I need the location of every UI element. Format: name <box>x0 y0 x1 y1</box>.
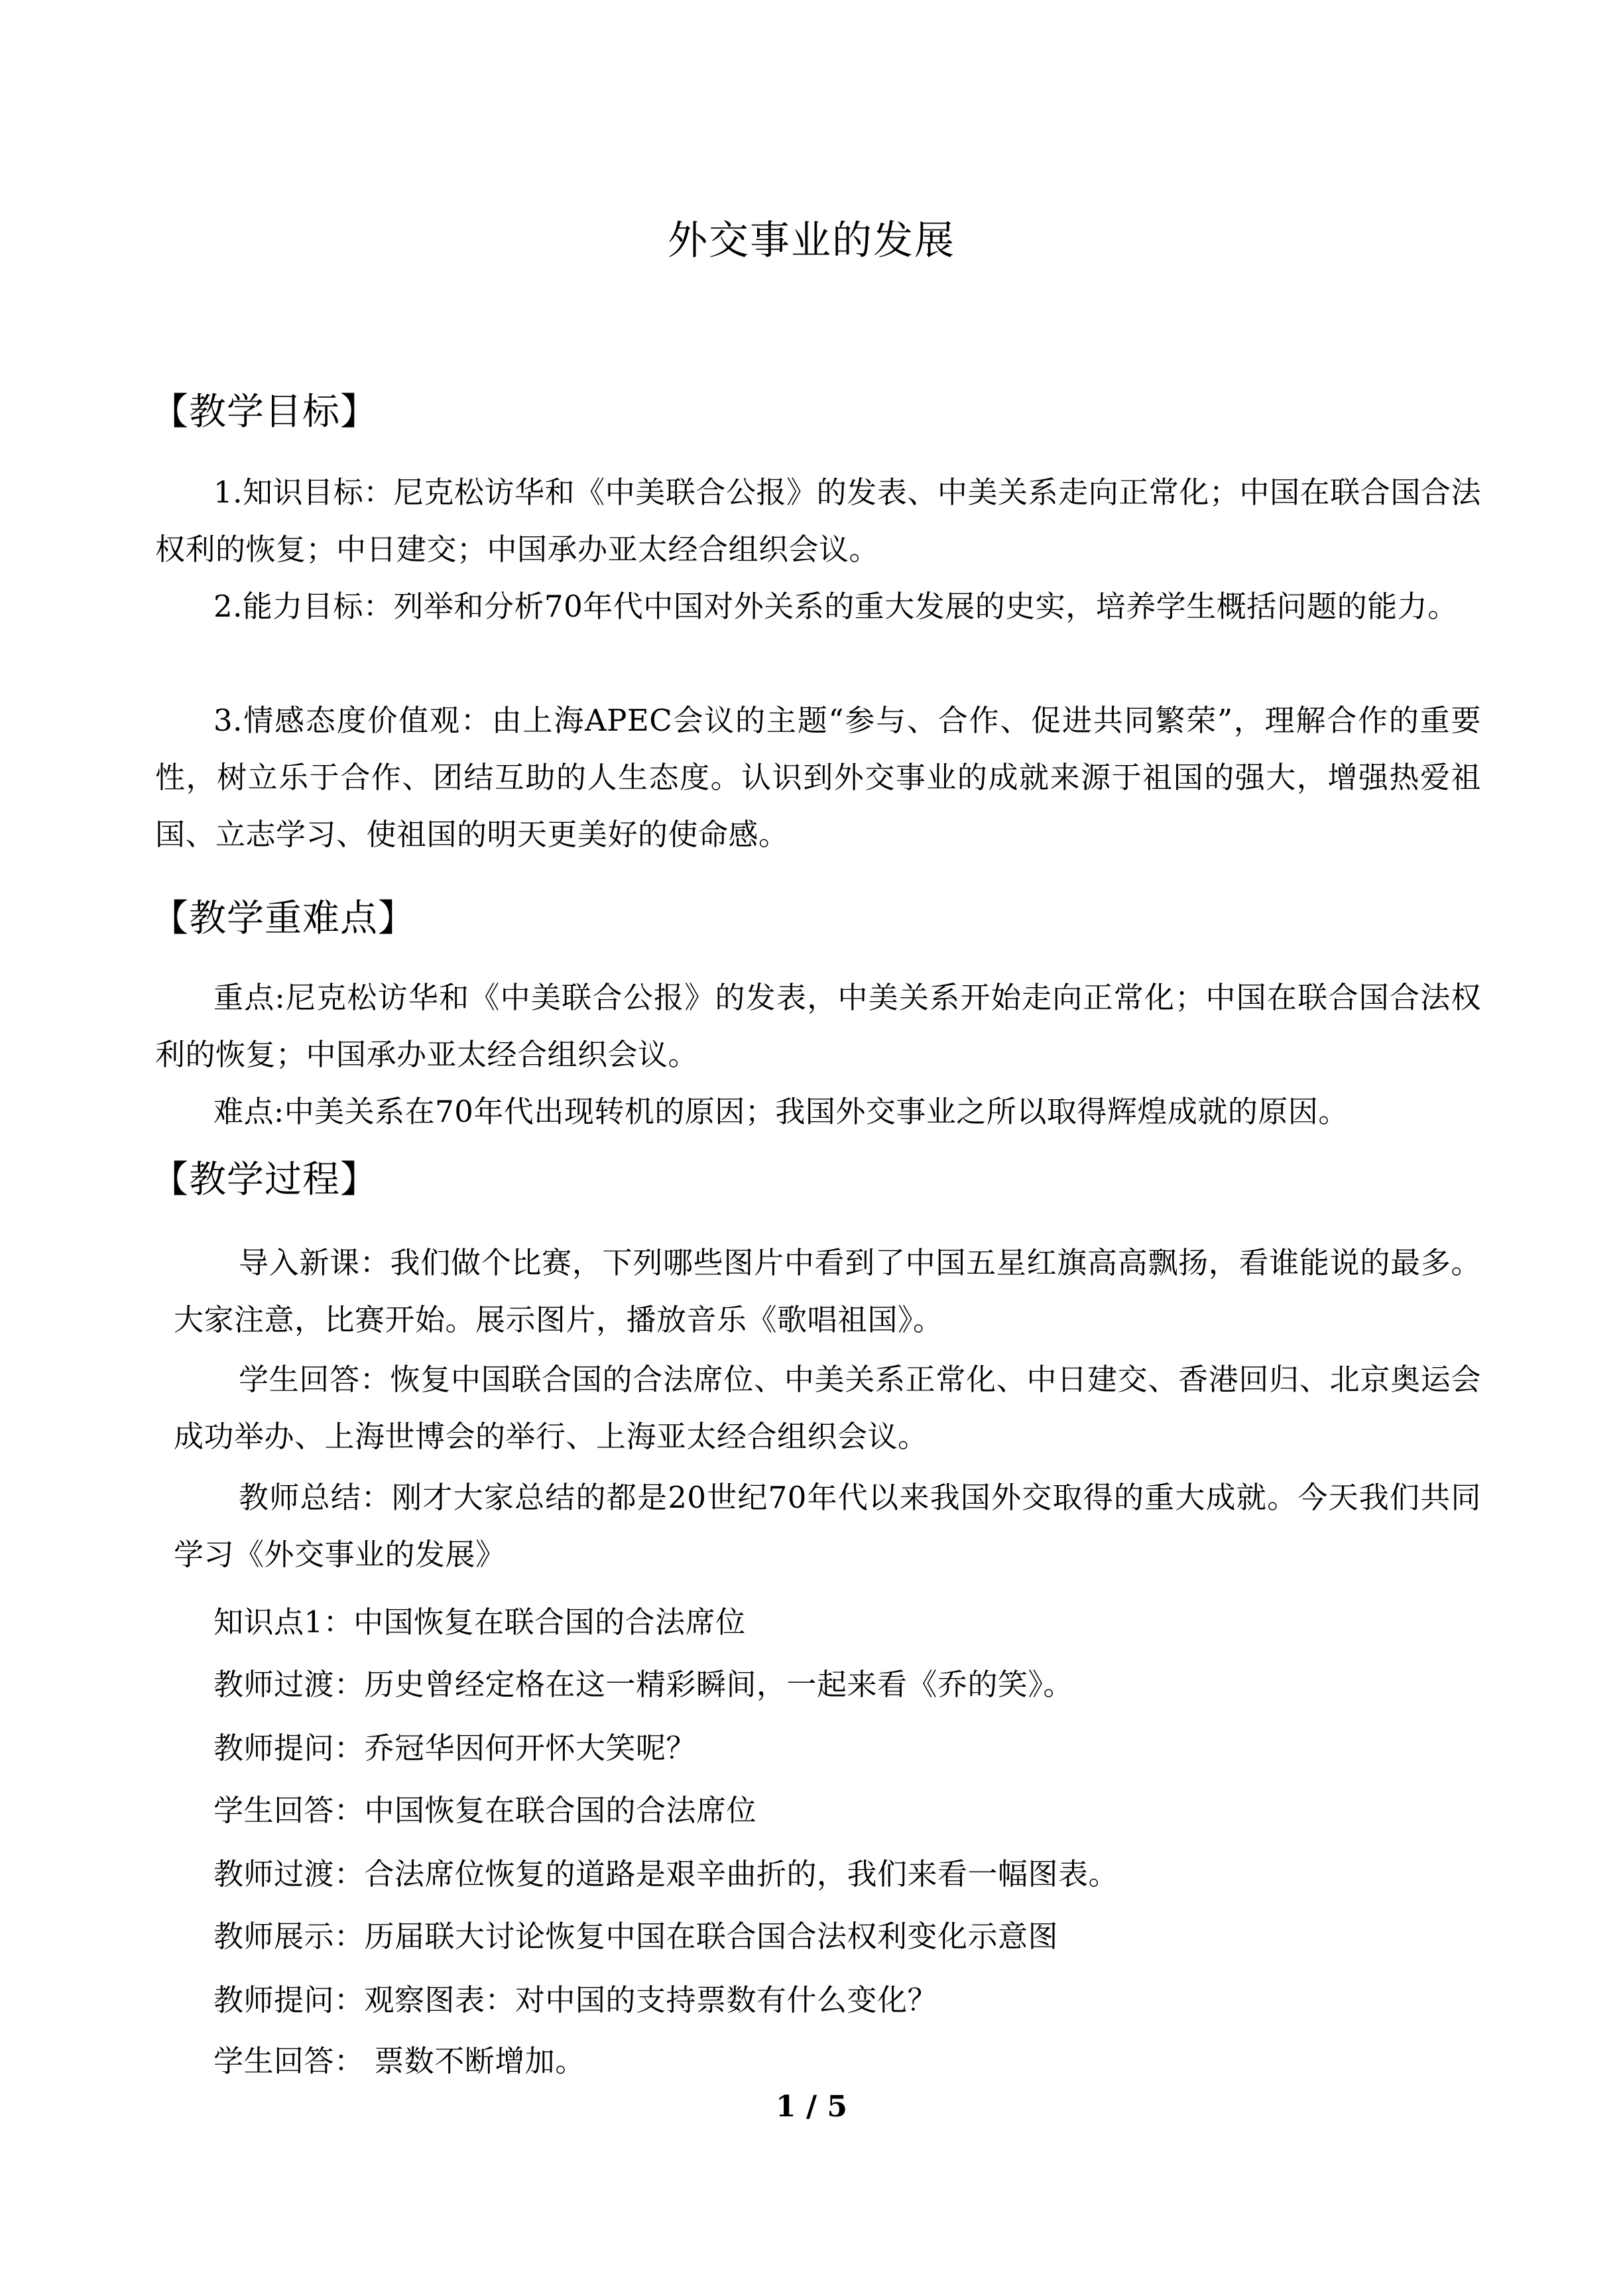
section-heading-process: 【教学过程】 <box>151 1158 378 1201</box>
process-line-teacher-transition-2: 教师过渡：合法席位恢复的道路是艰辛曲折的，我们来看一幅图表。 <box>213 1856 1119 1892</box>
process-line-teacher-transition-1: 教师过渡：历史曾经定格在这一精彩瞬间，一起来看《乔的笑》。 <box>213 1667 1074 1702</box>
process-line-teacher-question-2: 教师提问：观察图表：对中国的支持票数有什么变化？ <box>213 1982 938 2018</box>
page-number: 1 / 5 <box>776 2090 847 2124</box>
process-line-student-answer-1: 学生回答：中国恢复在联合国的合法席位 <box>213 1793 757 1828</box>
difficulty-paragraph: 难点:中美关系在70年代出现转机的原因；我国外交事业之所以取得辉煌成就的原因。 <box>213 1094 1349 1129</box>
document-title: 外交事业的发展 <box>668 217 955 264</box>
process-line-student-answer-2: 学生回答： 票数不断增加。 <box>213 2043 585 2079</box>
objective-paragraph-2: 2.能力目标：列举和分析70年代中国对外关系的重大发展的史实，培养学生概括问题的能力。 <box>213 589 1458 624</box>
process-paragraph-teacher-summary: 教师总结：刚才大家总结的都是20世纪70年代以来我国外交取得的重大成就。今天我们共同学习《外交事业的发展》 <box>174 1480 1481 1572</box>
key-point-paragraph: 重点:尼克松访华和《中美联合公报》的发表，中美关系开始走向正常化；中国在联合国合法权利的恢复；中国承办亚太经合组织会议。 <box>155 980 1481 1072</box>
process-paragraph-intro: 导入新课：我们做个比赛，下列哪些图片中看到了中国五星红旗高高飘扬，看谁能说的最多。大家注意，比赛开始。展示图片，播放音乐《歌唱祖国》。 <box>174 1245 1481 1337</box>
objective-paragraph-1: 1.知识目标：尼克松访华和《中美联合公报》的发表、中美关系走向正常化；中国在联合国合法权利的恢复；中日建交；中国承办亚太经合组织会议。 <box>155 475 1481 567</box>
objective-paragraph-3: 3.情感态度价值观：由上海APEC会议的主题“参与、合作、促进共同繁荣”，理解合作的重要性，树立乐于合作、团结互助的人生态度。认识到外交事业的成就来源于祖国的强大，增强热爱祖国、立志学习、使祖国的明天更美好的使命感。 <box>155 703 1481 852</box>
process-line-knowledge-point: 知识点1：中国恢复在联合国的合法席位 <box>213 1604 746 1640</box>
section-heading-key-points: 【教学重难点】 <box>151 897 416 940</box>
process-line-teacher-display: 教师展示：历届联大讨论恢复中国在联合国合法权利变化示意图 <box>213 1919 1059 1954</box>
process-line-teacher-question-1: 教师提问：乔冠华因何开怀大笑呢？ <box>213 1730 697 1766</box>
section-heading-objectives: 【教学目标】 <box>151 391 378 434</box>
process-paragraph-student-answer: 学生回答：恢复中国联合国的合法席位、中美关系正常化、中日建交、香港回归、北京奥运会成功举办、上海世博会的举行、上海亚太经合组织会议。 <box>174 1362 1481 1454</box>
